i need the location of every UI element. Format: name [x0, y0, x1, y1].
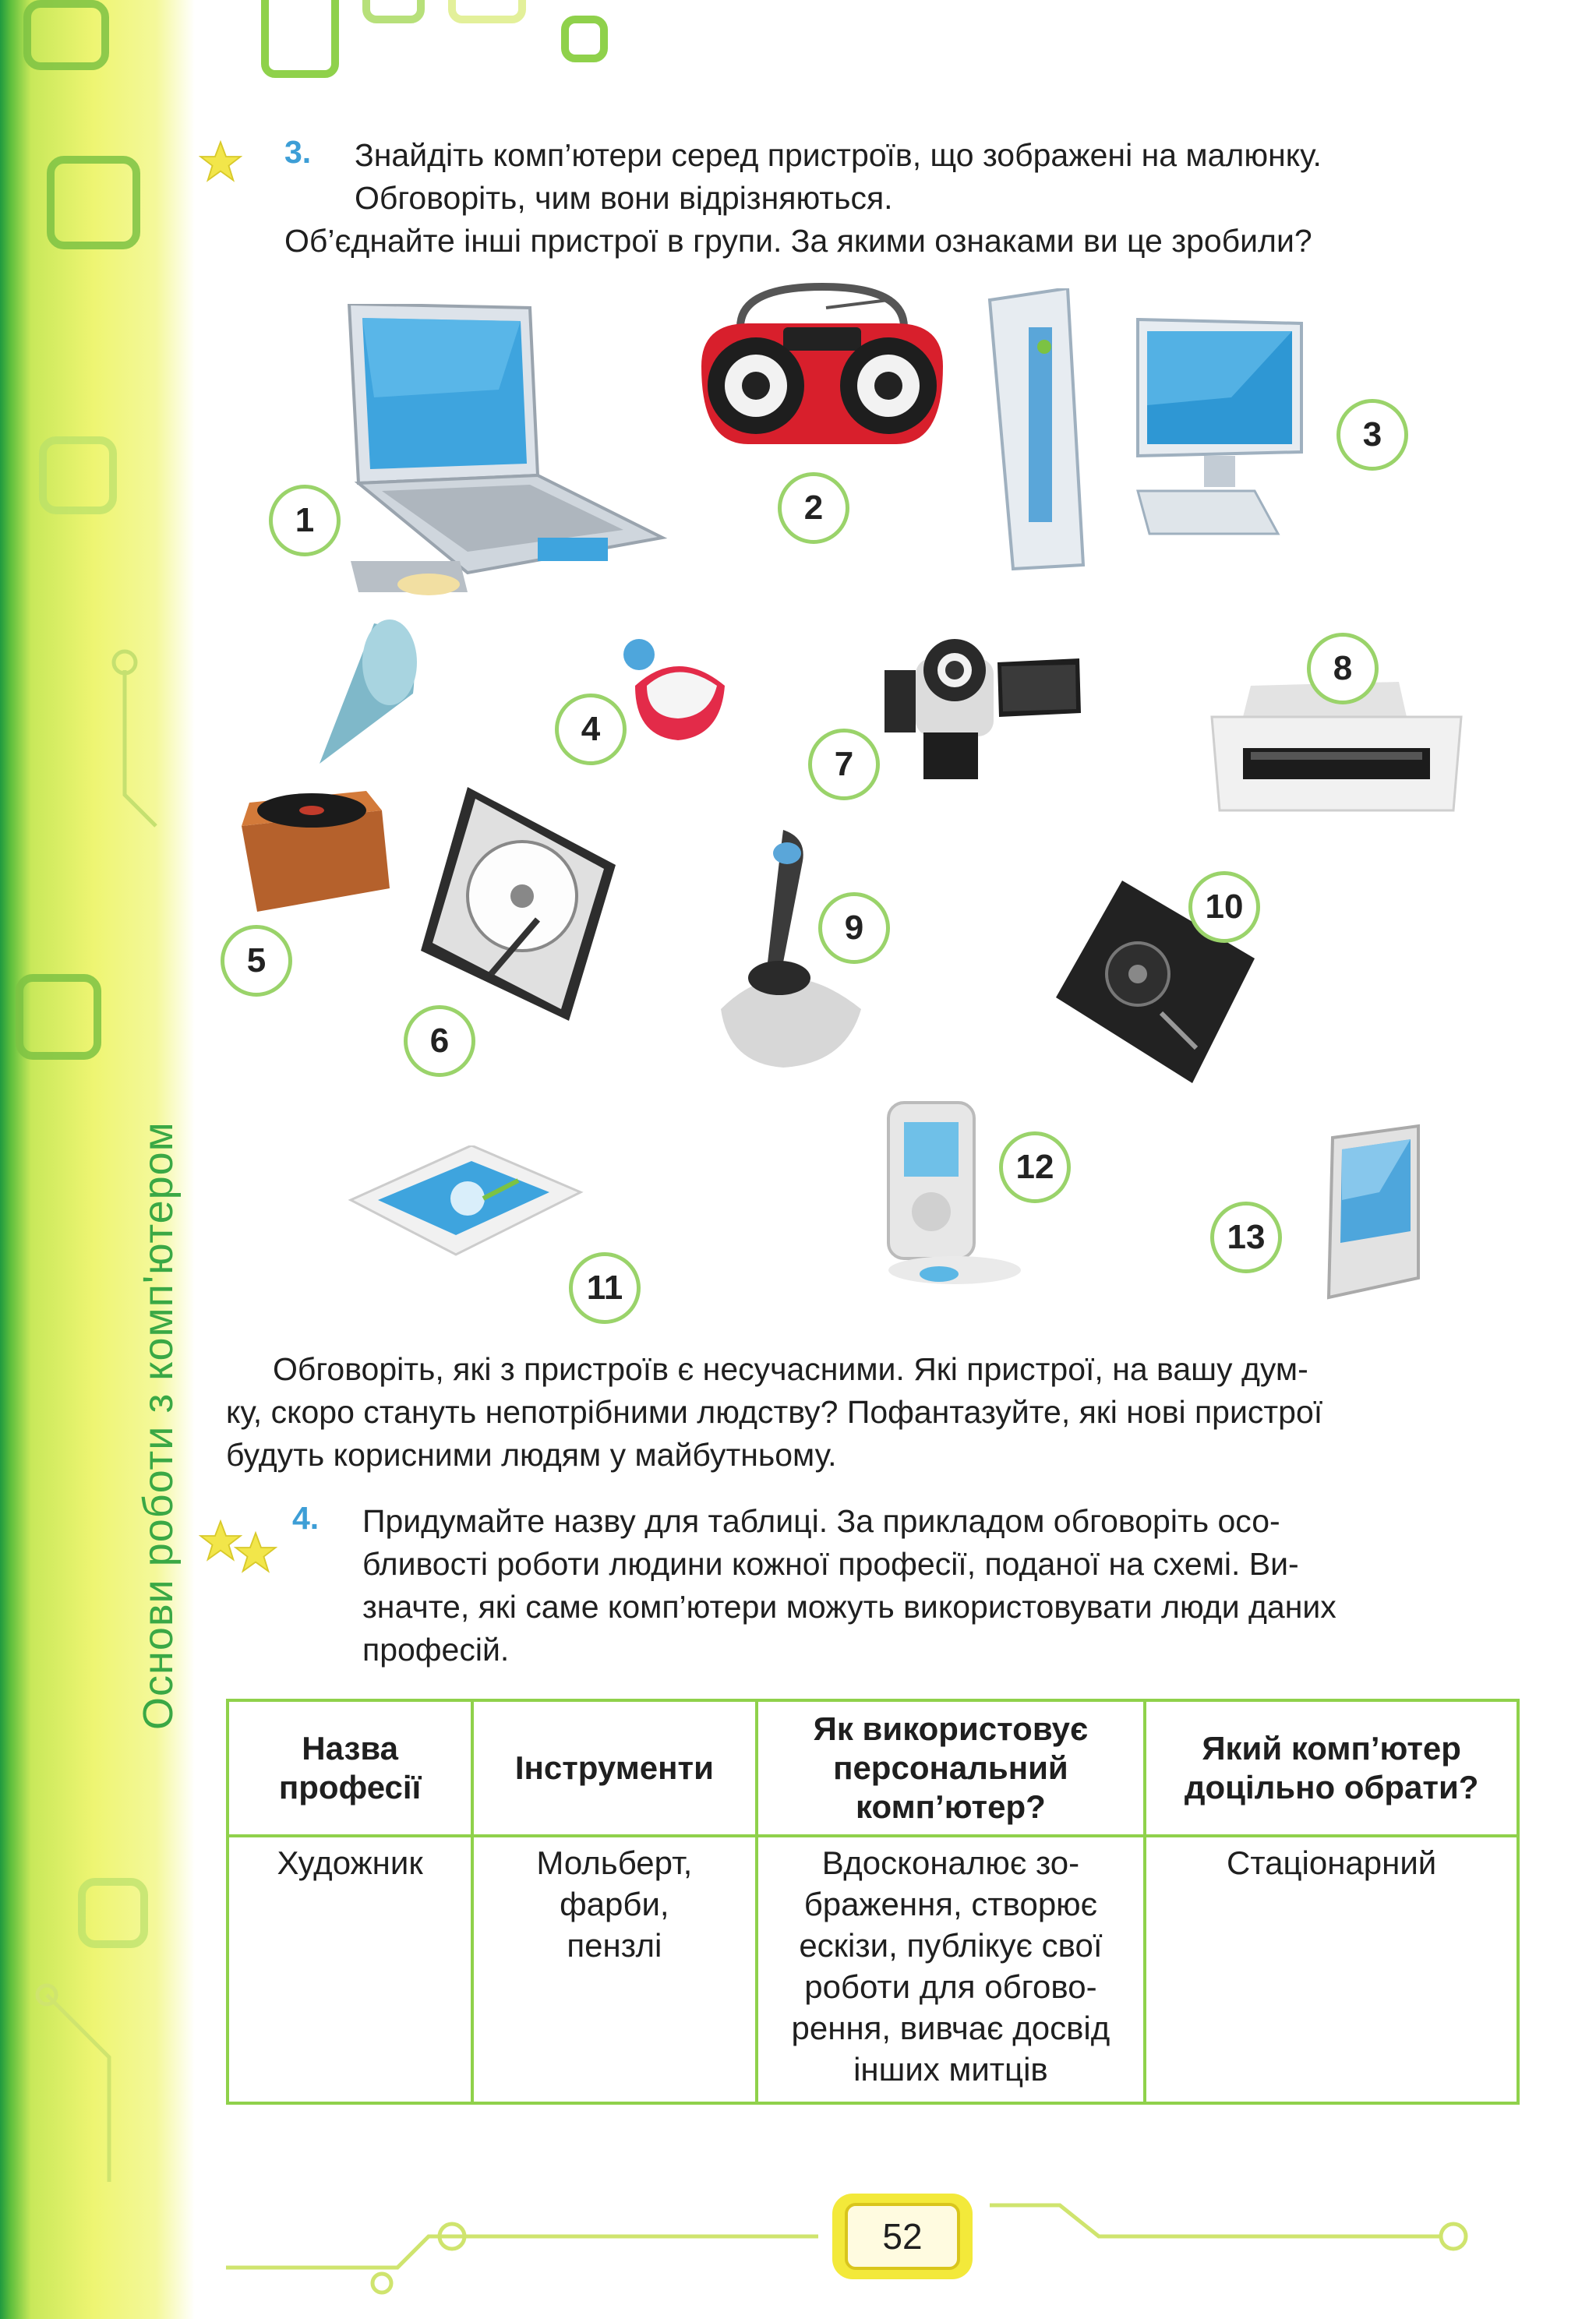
header-pc-usage [757, 1700, 1146, 1836]
laptop-image [343, 304, 670, 608]
device-label-13: 13 [1210, 1202, 1282, 1273]
task-text: Об’єднайте інші пристрої в групи. За якими ознаками ви це зробили? [284, 223, 1312, 259]
cell-line: браження, створює [803, 1886, 1098, 1922]
header-tools [472, 1700, 756, 1836]
cell-line: Художник [277, 1844, 423, 1881]
header-profession [228, 1700, 472, 1836]
cell-pc-usage [757, 1836, 1146, 2103]
gramophone-image [234, 616, 421, 927]
boombox-image [686, 281, 959, 460]
table-row [228, 1836, 1518, 2103]
cell-line: роботи для обгово- [804, 1968, 1097, 2005]
header-line: Який комп’ютер [1202, 1730, 1461, 1767]
star-icon [234, 1531, 277, 1575]
top-decor-square [362, 0, 425, 23]
task-text: бливості роботи людини кожної професії, поданої на схемі. Ви- [362, 1546, 1299, 1582]
header-line: комп’ютер? [856, 1788, 1046, 1825]
discussion-line: будуть корисними людям у майбутньому. [226, 1437, 837, 1473]
task-number: 4. [292, 1500, 320, 1536]
task-text: Обговоріть, чим вони відрізняються. [355, 180, 893, 216]
page-number-badge [832, 2194, 973, 2279]
cell-profession [228, 1836, 472, 2103]
task-number: 3. [284, 134, 312, 170]
device-label-10: 10 [1188, 871, 1260, 943]
table-header-row [228, 1700, 1518, 1836]
cell-computer-choice [1145, 1836, 1518, 2103]
task-text: професій. [362, 1632, 510, 1668]
task-text: Придумайте назву для таблиці. За прикладом обговоріть осо- [362, 1503, 1280, 1539]
device-label-1: 1 [269, 485, 341, 556]
device-label-9: 9 [818, 892, 890, 964]
cell-line: ескізи, публікує свої [799, 1927, 1103, 1964]
header-computer-choice [1145, 1700, 1518, 1836]
desktop-computer-image [982, 288, 1325, 577]
device-label-6: 6 [404, 1005, 475, 1077]
camcorder-image [877, 635, 1087, 783]
task-text: Знайдіть комп’ютери серед пристроїв, що зображені на малюнку. [355, 137, 1322, 173]
tablet-image [339, 1145, 588, 1286]
device-label-11: 11 [569, 1252, 641, 1324]
cell-line: Вдосконалює зо- [821, 1844, 1080, 1881]
top-decor-square [561, 16, 608, 62]
cell-line: інших митців [853, 2051, 1048, 2088]
top-decor-square [261, 0, 339, 78]
pda-image [1301, 1122, 1434, 1309]
header-line: професії [278, 1769, 422, 1805]
discussion-line: ку, скоро стануть непотрібними людству? Пофантазуйте, які нові пристрої [226, 1394, 1323, 1430]
device-label-7: 7 [808, 729, 880, 800]
header-line: персональний [833, 1749, 1068, 1786]
star-icon [199, 140, 242, 184]
task-text: значте, які саме комп’ютери можуть використовувати люди даних [362, 1589, 1336, 1625]
cell-line: Стаціонарний [1227, 1844, 1437, 1881]
discussion-line: Обговоріть, які з пристроїв є несучасними. Які пристрої, на вашу дум- [273, 1351, 1308, 1387]
device-label-8: 8 [1307, 633, 1379, 704]
header-line: Інструменти [514, 1749, 714, 1786]
section-title: Основи роботи з комп'ютером [135, 1121, 182, 1730]
cell-line: пензлі [567, 1927, 662, 1964]
cell-tools [472, 1836, 756, 2103]
header-line: Назва [302, 1730, 398, 1767]
header-line: Як використовує [813, 1710, 1089, 1747]
hard-drive-image [413, 787, 631, 1021]
professions-table [226, 1699, 1520, 2105]
device-label-5: 5 [221, 925, 292, 997]
header-line: доцільно обрати? [1184, 1769, 1479, 1805]
device-label-3: 3 [1336, 399, 1408, 471]
cell-line: Мольберт, [536, 1844, 693, 1881]
cell-line: фарби, [560, 1886, 669, 1922]
page-number: 52 [845, 2203, 960, 2270]
device-label-4: 4 [555, 694, 627, 765]
top-decor-square [448, 0, 526, 23]
cell-line: рення, вивчає досвід [791, 2010, 1110, 2046]
mouse-image [620, 631, 736, 748]
device-label-12: 12 [999, 1131, 1071, 1203]
device-label-2: 2 [778, 472, 849, 544]
